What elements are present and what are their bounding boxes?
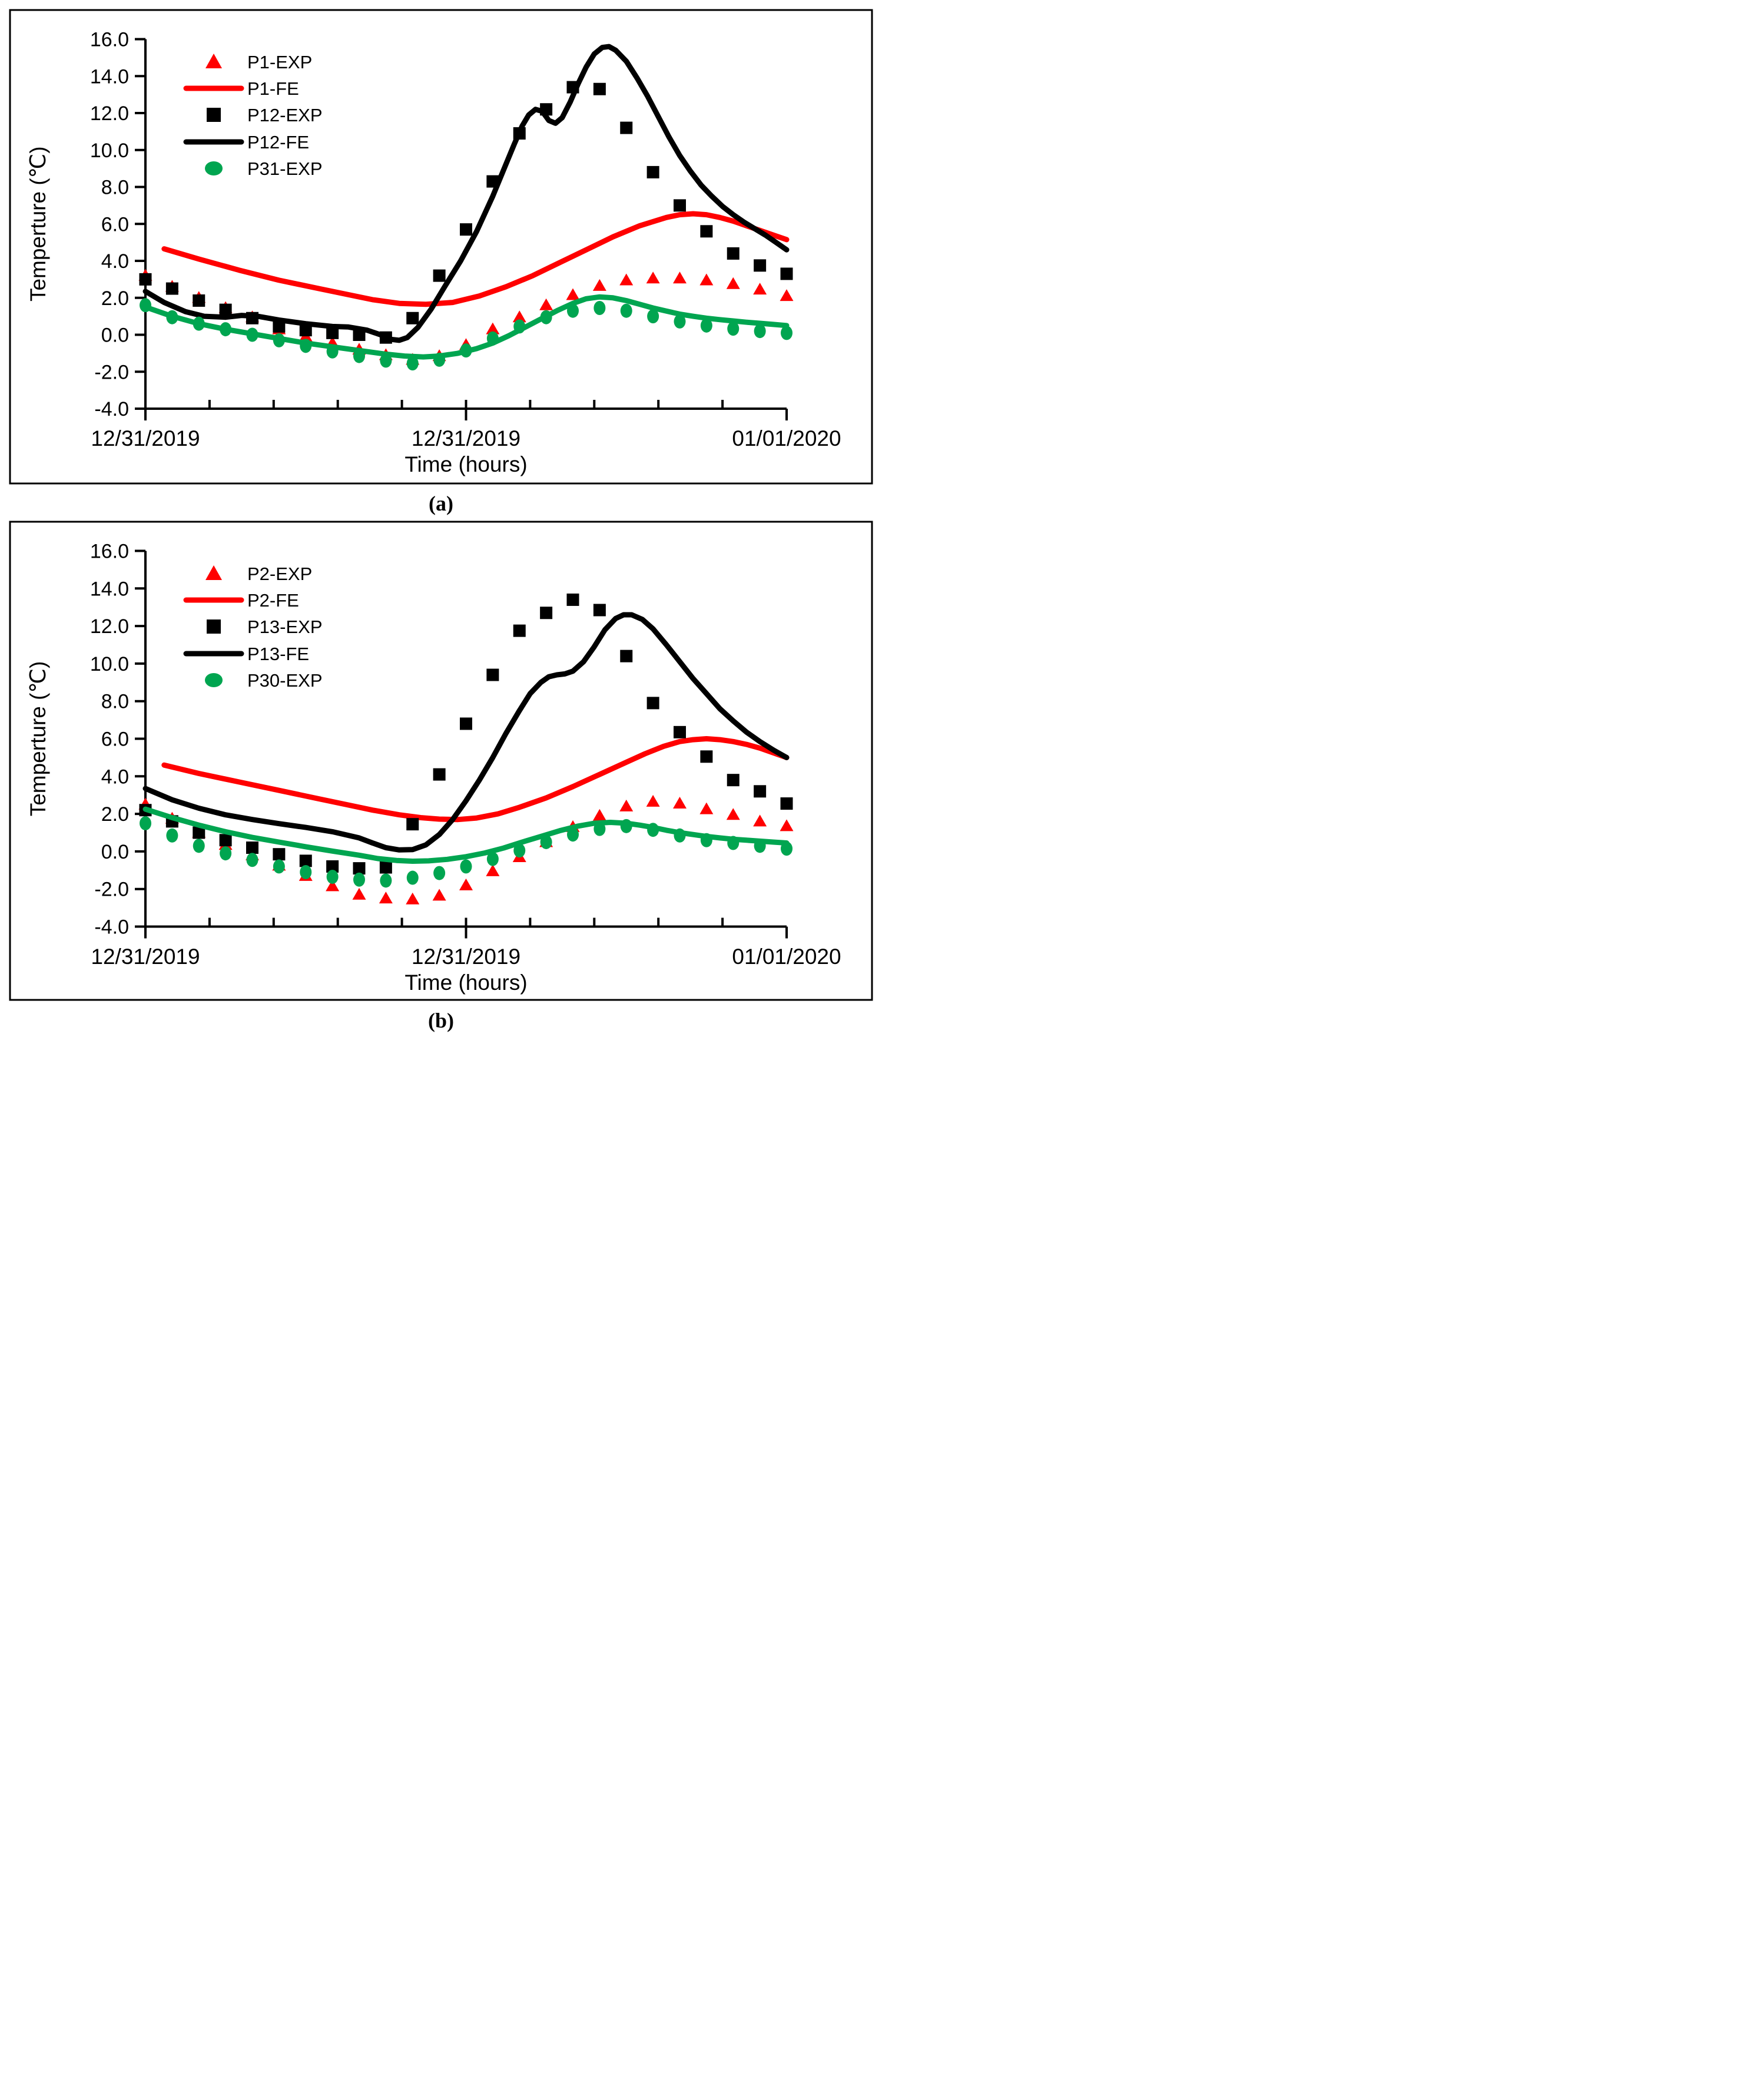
legend-item-P1-EXP [205,52,312,72]
black-line-dot-icon [211,651,217,657]
panel-border [10,522,872,1000]
x-tick-label: 01/01/2020 [732,426,841,450]
P13-EXP-marker [406,818,419,830]
y-tick-label: 12.0 [89,615,129,638]
P30-EXP-marker [621,819,632,833]
P12-EXP-marker [727,247,740,260]
y-tick-label: -4.0 [94,398,129,420]
P31-EXP-marker [407,356,419,370]
circle-icon [205,161,223,175]
P13-EXP-marker [513,625,526,637]
P31-EXP-marker [300,339,311,353]
P13-EXP-marker [754,785,766,797]
P31-EXP-marker [353,349,365,363]
y-tick-label: 16.0 [89,28,129,51]
P2-EXP-marker [699,803,713,814]
P30-EXP-marker [140,816,151,830]
P30-EXP-marker [781,841,793,856]
x-tick-label: 12/31/2019 [411,426,521,450]
P2-EXP-marker [433,889,446,900]
P12-EXP-marker [406,312,419,324]
y-tick-label: 10.0 [89,652,129,675]
P12-EXP-marker [700,225,712,237]
y-tick-label: 8.0 [101,690,129,713]
legend-item-P13-EXP [207,617,323,637]
y-tick-label: 4.0 [101,766,129,788]
P31-EXP-marker [273,333,285,347]
caption-b: (b) [428,1009,454,1032]
P12-EXP-marker [193,294,205,307]
P2-EXP-marker [780,819,794,831]
square-icon [207,108,221,122]
y-tick-label: 12.0 [89,102,129,125]
series-P1-FE [164,214,787,304]
series-P31-EXP [140,298,793,370]
y-tick-label: 0.0 [101,840,129,863]
P30-EXP-marker [593,822,605,836]
y-tick-label: 2.0 [101,287,129,310]
P13-EXP-marker [220,834,232,846]
P13-EXP-marker [593,604,606,616]
P12-EXP-marker [593,83,606,95]
P30-EXP-marker [193,839,205,853]
P13-FE-curve [145,615,787,850]
P1-EXP-marker [566,289,580,300]
legend-label: P2-EXP [247,564,313,584]
P12-EXP-marker [140,273,152,286]
x-tick-label: 12/31/2019 [411,945,521,969]
legend [186,564,323,691]
P30-EXP-marker [460,859,472,873]
circle-icon [205,673,223,687]
caption-a: (a) [429,492,453,515]
P30-EXP-marker [433,866,445,880]
P1-FE-curve [164,214,787,304]
y-axis-title: Temperture (℃) [26,146,50,302]
legend-item-P2-FE [186,590,299,611]
legend-item-P13-FE [186,644,309,664]
P30-EXP-marker [647,823,659,837]
P31-EXP-marker [674,314,686,329]
P30-EXP-marker [701,833,712,847]
legend-item-P12-FE [186,132,309,153]
legend-label: P12-EXP [247,105,323,125]
P12-EXP-marker [754,259,766,271]
y-tick-label: 10.0 [89,139,129,162]
legend-label: P1-FE [247,78,299,99]
P31-EXP-marker [140,298,151,312]
P30-EXP-marker [754,839,766,853]
x-tick-label: 01/01/2020 [732,945,841,969]
series-P2-FE [164,739,787,820]
P13-EXP-marker [273,848,285,860]
series-P30-EXP [140,816,793,887]
legend-label: P30-EXP [247,670,323,691]
P12-EXP-marker [433,270,446,282]
P12-EXP-marker [781,267,793,280]
y-tick-label: 0.0 [101,324,129,347]
legend-item-P1-FE [186,78,299,99]
triangle-icon [205,565,222,580]
P30-EXP-marker [541,835,552,849]
P31-EXP-marker [754,324,766,338]
P30-EXP-marker [273,859,285,873]
y-tick-label: 14.0 [89,578,129,601]
P2-EXP-marker [673,797,687,809]
legend-item-P31-EXP [205,158,323,179]
P30-EXP-marker [247,853,258,867]
P2-EXP-marker [379,892,393,903]
y-tick-label: 2.0 [101,803,129,826]
legend-label: P12-FE [247,132,310,153]
x-axis-title: Time (hours) [404,970,528,995]
P31-EXP-marker [487,332,499,346]
panel-border [10,10,872,483]
P2-EXP-marker [753,814,767,826]
P31-EXP-marker [567,304,579,318]
chart-b-canvas [9,521,873,1001]
P12-EXP-marker [620,122,632,134]
legend-item-P2-EXP [205,564,312,584]
black-line-dot-icon [211,140,217,145]
P31-EXP-marker [460,343,472,357]
P13-EXP-marker [781,797,793,810]
legend-label: P1-EXP [247,52,313,72]
P13-EXP-marker [460,717,472,730]
legend-label: P2-FE [247,590,299,611]
P12-EXP-marker [674,199,686,211]
legend-label: P13-FE [247,644,310,664]
x-tick-label: 12/31/2019 [91,945,200,969]
P31-EXP-marker [327,344,339,359]
chart-a-canvas [9,9,873,485]
P31-EXP-marker [781,326,793,340]
P12-EXP-marker [647,166,659,178]
P2-EXP-marker [727,808,740,820]
P1-EXP-marker [727,277,740,289]
P31-EXP-marker [380,353,392,367]
x-axis-title: Time (hours) [404,452,528,476]
P31-EXP-marker [433,353,445,367]
P30-EXP-marker [727,836,739,850]
P13-EXP-marker [540,607,552,619]
y-tick-label: 6.0 [101,728,129,751]
P13-EXP-marker [486,669,499,681]
P1-EXP-marker [699,273,713,285]
P31-EXP-marker [621,304,632,318]
P13-EXP-marker [620,650,632,662]
P31-EXP-marker [647,309,659,323]
P1-EXP-marker [539,299,553,310]
y-tick-label: 8.0 [101,176,129,199]
red-line-dot-icon [211,598,217,603]
P30-EXP-marker [166,829,178,843]
y-tick-label: 4.0 [101,250,129,273]
y-tick-label: -2.0 [94,361,129,384]
legend-item-P30-EXP [205,670,323,691]
P2-EXP-marker [593,809,606,821]
P1-EXP-marker [646,271,660,283]
P31-EXP-marker [166,310,178,324]
P1-EXP-marker [619,273,633,285]
P31-EXP-marker [701,319,712,333]
P13-EXP-marker [700,750,712,763]
P2-EXP-marker [406,893,419,905]
P30-EXP-marker [407,871,419,885]
P2-EXP-marker [646,795,660,807]
P1-EXP-marker [753,283,767,294]
triangle-icon [205,54,222,68]
chart-panel-b [9,521,873,1001]
P30-EXP-marker [567,827,579,841]
P30-EXP-marker [674,829,686,843]
y-axis [90,29,145,421]
series-P13-FE [145,615,787,850]
P31-EXP-marker [593,301,605,315]
square-icon [207,619,221,634]
legend-item-P12-EXP [207,105,323,125]
legend-label: P13-EXP [247,617,323,637]
chart-panel-a [9,9,873,485]
series-P2-EXP [139,795,794,905]
P30-EXP-marker [327,870,339,884]
P1-EXP-marker [673,271,687,283]
P30-EXP-marker [380,873,392,887]
red-line-dot-icon [211,86,217,91]
x-tick-label: 12/31/2019 [91,426,200,450]
P31-EXP-marker [727,322,739,336]
P31-EXP-marker [513,319,525,333]
P30-EXP-marker [353,873,365,887]
P13-EXP-marker [567,594,579,606]
P2-EXP-marker [459,879,473,890]
P2-EXP-marker [353,888,366,900]
P30-EXP-marker [487,852,499,866]
P13-EXP-marker [674,726,686,738]
P12-EXP-marker [460,223,472,236]
y-tick-label: 16.0 [89,540,129,563]
P31-EXP-marker [247,328,258,342]
P1-EXP-marker [780,289,794,301]
P2-EXP-marker [619,800,633,811]
legend-label: P31-EXP [247,158,323,179]
P1-EXP-marker [593,279,606,291]
P13-EXP-marker [433,768,446,781]
figure-page [0,0,882,1037]
x-axis [91,918,841,969]
P31-EXP-marker [220,322,231,336]
P30-EXP-marker [300,865,311,879]
y-tick-label: -2.0 [94,878,129,901]
P13-EXP-marker [246,841,258,854]
legend [186,52,323,179]
P30-EXP-marker [513,843,525,857]
y-axis-title: Temperture (℃) [26,661,50,817]
y-tick-label: 14.0 [89,65,129,88]
P2-FE-curve [164,739,787,820]
P13-EXP-marker [727,774,740,786]
y-axis [90,541,145,939]
P31-EXP-marker [541,310,552,324]
y-tick-label: 6.0 [101,213,129,236]
x-axis [91,400,841,450]
P30-EXP-marker [220,846,231,860]
P12-EXP-marker [166,283,178,295]
P2-EXP-marker [486,864,499,876]
P31-EXP-marker [193,317,205,331]
P13-EXP-marker [380,862,392,874]
y-tick-label: -4.0 [94,916,129,939]
P13-EXP-marker [647,697,659,709]
